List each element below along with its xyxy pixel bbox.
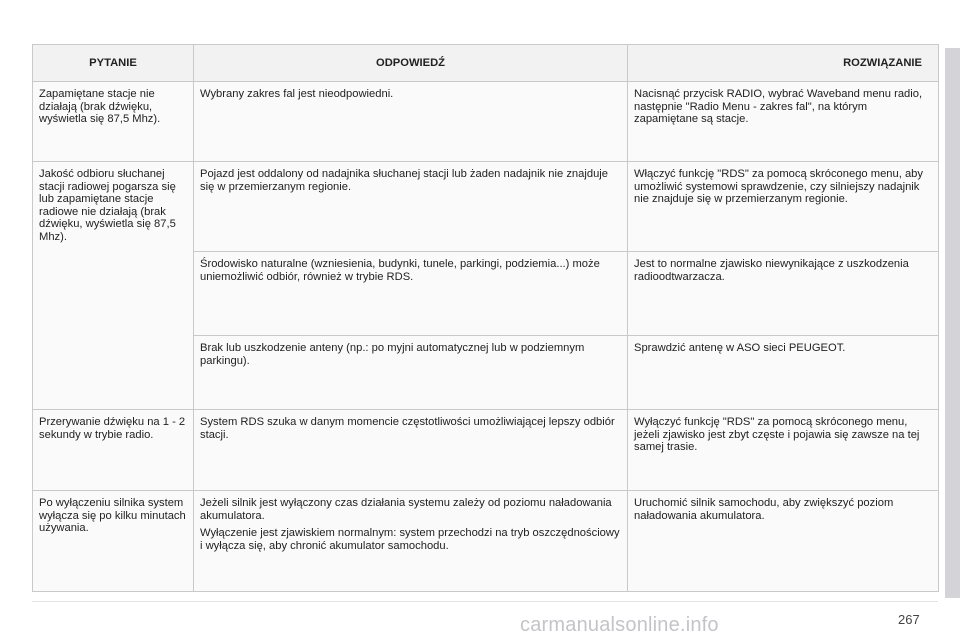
answer-cell xyxy=(194,336,628,410)
question-cell: Przerywanie dźwięku na 1 - 2 sekundy w trybie radio. xyxy=(33,410,194,491)
solution-cell: Nacisnąć przycisk RADIO, wybrać Waveband menu radio, następnie "Radio Menu - zakres fal", na którym zapamiętane są stacje. xyxy=(628,82,939,162)
answer-cell xyxy=(194,491,628,592)
answer-cell xyxy=(194,82,628,162)
watermark-text: carmanualsonline.info xyxy=(520,614,719,636)
table-row xyxy=(33,410,939,491)
question-cell: Po wyłączeniu silnika system wyłącza się po kilku minutach używania. xyxy=(33,491,194,592)
faq-table xyxy=(32,44,939,592)
answer-text: Wyłączenie jest zjawiskiem normalnym: system przechodzi na tryb oszczędnościowy i wyłącza się, aby chronić akumulator samochodu. xyxy=(200,527,620,552)
header-question: PYTANIE xyxy=(33,45,194,82)
header-answer: ODPOWIEDŹ xyxy=(194,45,628,82)
faq-table-container xyxy=(32,44,938,592)
solution-cell: Sprawdzić antenę w ASO sieci PEUGEOT. xyxy=(628,336,939,410)
question-cell: Jakość odbioru słuchanej stacji radiowej pogarsza się lub zapamiętane stacje radiowe nie działają (brak dźwięku, wyświetla się 87,5 Mhz). xyxy=(33,162,194,410)
table-header-row xyxy=(33,45,939,82)
footer-divider xyxy=(32,601,938,602)
page-number: 267 xyxy=(898,612,920,627)
table-row xyxy=(33,491,939,592)
solution-cell: Jest to normalne zjawisko niewynikające z uszkodzenia radioodtwarzacza. xyxy=(628,252,939,336)
answer-text: Pojazd jest oddalony od nadajnika słuchanej stacji lub żaden nadajnik nie znajduje się w przemierzanym regionie. xyxy=(200,168,609,193)
answer-cell xyxy=(194,410,628,491)
answer-text: Jeżeli silnik jest wyłączony czas działania systemu zależy od poziomu naładowania akumulatora. xyxy=(200,497,612,522)
solution-cell: Wyłączyć funkcję "RDS" za pomocą skróconego menu, jeżeli zjawisko jest zbyt częste i pojawia się zawsze na tej samej trasie. xyxy=(628,410,939,491)
answer-text: Środowisko naturalne (wzniesienia, budynki, tunele, parkingi, podziemia...) może uniemożliwić odbiór, również w trybie RDS. xyxy=(200,258,600,283)
header-solution: ROZWIĄZANIE xyxy=(628,45,939,82)
answer-text: System RDS szuka w danym momencie częstotliwości umożliwiającej lepszy odbiór stacji. xyxy=(200,416,615,441)
answer-cell xyxy=(194,252,628,336)
answer-text: Brak lub uszkodzenie anteny (np.: po myjni automatycznej lub w podziemnym parkingu). xyxy=(200,342,585,367)
table-row xyxy=(33,162,939,252)
page-side-tab xyxy=(945,48,960,598)
answer-cell xyxy=(194,162,628,252)
solution-cell: Uruchomić silnik samochodu, aby zwiększyć poziom naładowania akumulatora. xyxy=(628,491,939,592)
question-cell: Zapamiętane stacje nie działają (brak dźwięku, wyświetla się 87,5 Mhz). xyxy=(33,82,194,162)
solution-cell: Włączyć funkcję "RDS" za pomocą skróconego menu, aby umożliwić systemowi sprawdzenie, czy silniejszy nadajnik nie znajduje się w przemierzanym regionie. xyxy=(628,162,939,252)
table-row xyxy=(33,82,939,162)
answer-text: Wybrany zakres fal jest nieodpowiedni. xyxy=(200,88,394,100)
